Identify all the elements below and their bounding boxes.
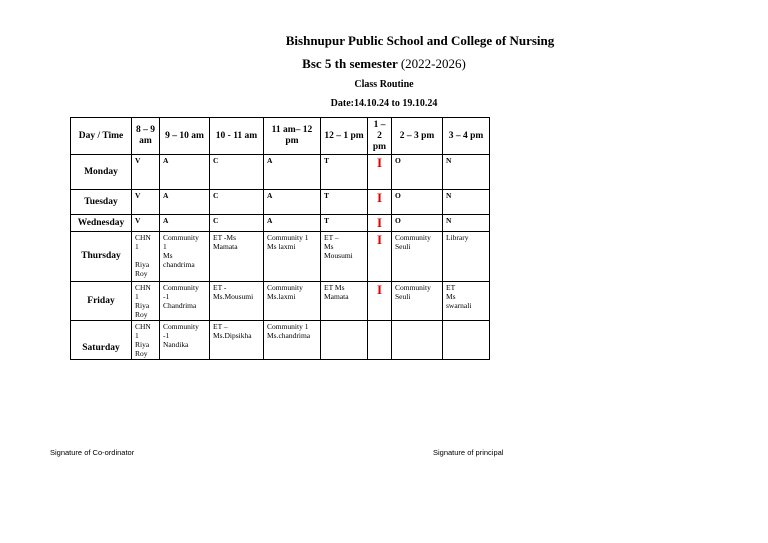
cell: C xyxy=(210,190,264,215)
cell-line: Ms.Dipsikha xyxy=(213,331,252,340)
cell-line: Mamata xyxy=(324,292,349,301)
cell-line: 1 xyxy=(135,331,139,340)
cell: A xyxy=(160,190,210,215)
cell-line: Community xyxy=(267,283,303,292)
cell-line: Ms.chandrima xyxy=(267,331,311,340)
cell xyxy=(210,321,264,360)
cell xyxy=(264,232,321,282)
cell-line: -1 xyxy=(163,331,170,340)
cell-line: Mamata xyxy=(213,242,238,251)
cell xyxy=(210,232,264,282)
day-saturday: Saturday xyxy=(71,321,132,360)
col-header-10-11: 10 - 11 am xyxy=(210,118,264,155)
cell xyxy=(392,232,443,282)
cell: O xyxy=(392,190,443,215)
break-cell xyxy=(368,282,392,321)
cell-line: CHN xyxy=(135,233,151,242)
col-header-11-12: 11 am– 12 pm xyxy=(264,118,321,155)
cell: A xyxy=(160,215,210,232)
cell-line: ET -Ms xyxy=(213,233,236,242)
cell: A xyxy=(264,155,321,190)
cell-line: Roy xyxy=(135,349,148,358)
col-header-day-time: Day / Time xyxy=(71,118,132,155)
day-wednesday: Wednesday xyxy=(71,215,132,232)
semester-label: Bsc 5 th semester xyxy=(302,56,398,71)
break-cell xyxy=(368,232,392,282)
break-mark: I xyxy=(376,232,383,247)
break-mark: I xyxy=(376,282,383,297)
cell-line: Community 1 xyxy=(267,322,309,331)
cell xyxy=(160,282,210,321)
cell-line: Ms xyxy=(324,242,334,251)
cell-line: Ms.laxmi xyxy=(267,292,296,301)
cell xyxy=(443,321,490,360)
cell: T xyxy=(321,190,368,215)
break-mark: I xyxy=(376,190,383,205)
cell-line: Riya xyxy=(135,301,150,310)
cell: V xyxy=(132,155,160,190)
cell-line: Community 1 xyxy=(267,233,309,242)
cell-line: Community xyxy=(395,283,431,292)
cell-line: Chandrima xyxy=(163,301,197,310)
cell-line: swarnali xyxy=(446,301,472,310)
cell xyxy=(264,282,321,321)
cell: T xyxy=(321,155,368,190)
cell: V xyxy=(132,190,160,215)
break-cell xyxy=(368,190,392,215)
cell xyxy=(132,282,160,321)
cell-line: ET – xyxy=(213,322,228,331)
cell xyxy=(264,321,321,360)
cell: N xyxy=(443,190,490,215)
cell: Library xyxy=(443,232,490,282)
cell-line: Seuli xyxy=(395,292,411,301)
cell-line: Ms.Mousumi xyxy=(213,292,254,301)
cell: C xyxy=(210,215,264,232)
cell xyxy=(368,321,392,360)
cell: A xyxy=(160,155,210,190)
cell-line: CHN xyxy=(135,283,151,292)
cell-line: 1 xyxy=(163,242,167,251)
col-header-1-2: 1 – 2 pm xyxy=(368,118,392,155)
col-header-2-3: 2 – 3 pm xyxy=(392,118,443,155)
principal-signature-label: Signature of principal xyxy=(433,448,504,457)
cell-line: Ms xyxy=(446,292,456,301)
institution-title: Bishnupur Public School and College of Nursing xyxy=(285,33,555,48)
coordinator-signature-label: Signature of Co-ordinator xyxy=(50,448,135,457)
cell-line: ET Ms xyxy=(324,283,345,292)
cell-line: Community xyxy=(163,233,199,242)
cell-line: Roy xyxy=(135,269,148,278)
cell-line: Seuli xyxy=(395,242,411,251)
cell-line: Riya xyxy=(135,260,150,269)
cell: O xyxy=(392,215,443,232)
cell: A xyxy=(264,190,321,215)
cell: N xyxy=(443,155,490,190)
cell xyxy=(132,321,160,360)
cell: T xyxy=(321,215,368,232)
semester-title xyxy=(0,56,768,72)
table-row-thursday xyxy=(71,232,490,282)
cell xyxy=(392,282,443,321)
col-header-8-9: 8 – 9 am xyxy=(132,118,160,155)
semester-year: (2022-2026) xyxy=(400,56,466,71)
day-tuesday: Tuesday xyxy=(71,190,132,215)
cell-line: Community xyxy=(163,322,199,331)
class-routine-table xyxy=(70,117,490,360)
cell-line: 1 xyxy=(135,242,139,251)
cell-line: chandrima xyxy=(163,260,195,269)
cell-line: Mousumi xyxy=(324,251,353,260)
cell: N xyxy=(443,215,490,232)
cell-line: ET xyxy=(446,283,456,292)
cell xyxy=(210,282,264,321)
cell xyxy=(160,321,210,360)
cell-line: ET - xyxy=(213,283,227,292)
cell-line: Community xyxy=(163,283,199,292)
cell xyxy=(321,321,368,360)
table-row-friday xyxy=(71,282,490,321)
cell: A xyxy=(264,215,321,232)
break-cell xyxy=(368,155,392,190)
cell: C xyxy=(210,155,264,190)
break-mark: I xyxy=(376,215,383,230)
cell-line: 1 xyxy=(135,292,139,301)
cell-line: Nandika xyxy=(163,340,189,349)
cell-line: ET – xyxy=(324,233,339,242)
col-header-3-4: 3 – 4 pm xyxy=(443,118,490,155)
day-thursday: Thursday xyxy=(71,232,132,282)
cell-line: Ms laxmi xyxy=(267,242,296,251)
cell-line: Ms xyxy=(163,251,173,260)
table-row-wednesday xyxy=(71,215,490,232)
day-monday: Monday xyxy=(71,155,132,190)
day-friday: Friday xyxy=(71,282,132,321)
cell xyxy=(160,232,210,282)
cell-line: Community xyxy=(395,233,431,242)
table-row-tuesday xyxy=(71,190,490,215)
break-mark: I xyxy=(376,155,383,170)
routine-date: Date:14.10.24 to 19.10.24 xyxy=(330,98,438,109)
cell: V xyxy=(132,215,160,232)
cell xyxy=(443,282,490,321)
cell-line: -1 xyxy=(163,292,170,301)
break-cell xyxy=(368,215,392,232)
cell xyxy=(392,321,443,360)
cell-line: Roy xyxy=(135,310,148,319)
cell xyxy=(132,232,160,282)
table-row-saturday xyxy=(71,321,490,360)
col-header-9-10: 9 – 10 am xyxy=(160,118,210,155)
routine-subtitle: Class Routine xyxy=(354,79,414,90)
cell-line: CHN xyxy=(135,322,151,331)
cell xyxy=(321,282,368,321)
cell xyxy=(321,232,368,282)
table-row-monday xyxy=(71,155,490,190)
cell-line: Riya xyxy=(135,340,150,349)
col-header-12-1: 12 – 1 pm xyxy=(321,118,368,155)
cell: O xyxy=(392,155,443,190)
header-row xyxy=(71,118,490,155)
